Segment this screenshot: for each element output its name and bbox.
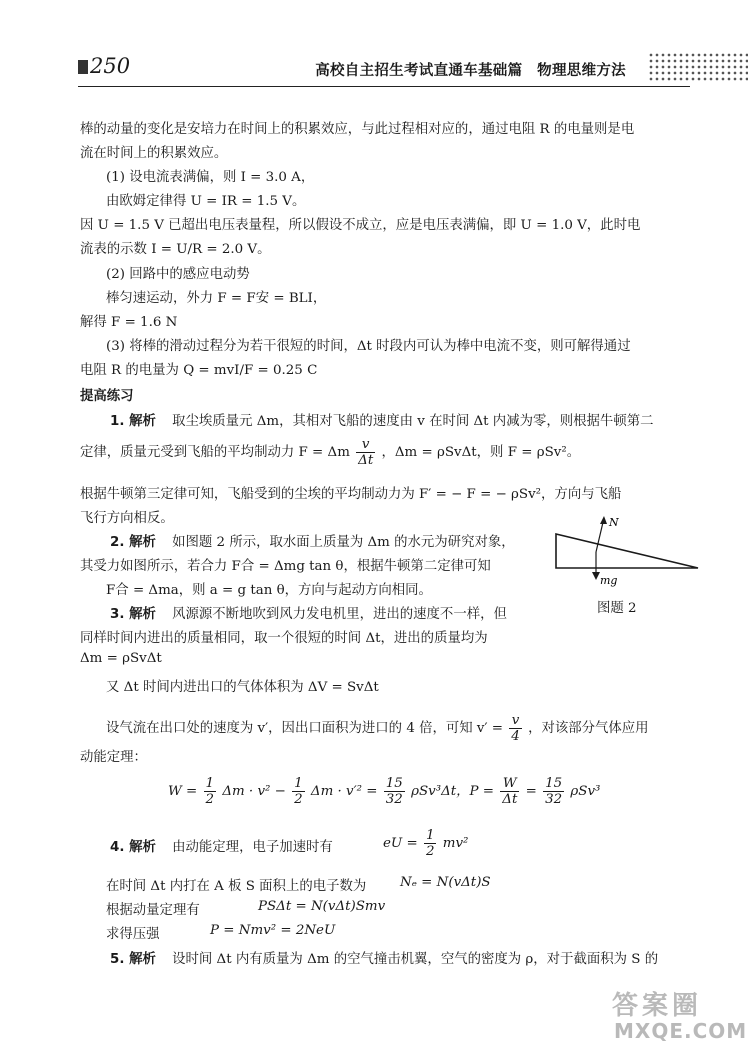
fraction-denominator: 2 — [205, 792, 215, 807]
fraction-w-over-dt — [500, 776, 519, 807]
problem-3-first-line — [110, 603, 507, 622]
momentum-equation: PSΔt = N(vΔt)Smv — [258, 899, 386, 914]
header-rule — [78, 86, 690, 87]
page-marker — [78, 60, 88, 74]
text-span: 设时间 Δt 内有质量为 Δm 的空气撞击机翼，空气的密度为 ρ，对于截面积为 S 的 — [172, 952, 659, 967]
problem-3-velocity-line — [106, 713, 649, 744]
gravity-arrowhead — [592, 572, 600, 580]
fraction-denominator: 32 — [545, 792, 563, 807]
site-watermark — [612, 985, 748, 1045]
page-number: 250 — [90, 54, 131, 78]
text-line: 由欧姆定律得 U = IR = 1.5 V。 — [106, 194, 306, 209]
fraction-numerator: 1 — [425, 828, 435, 843]
force-label-mg: mg — [600, 574, 618, 587]
eq-part: eU = — [383, 836, 418, 851]
watermark-logo-text: 答案圈 — [612, 991, 703, 1021]
problem-1-formula-line — [80, 437, 580, 468]
fraction-half — [424, 828, 437, 859]
text-line: 电阻 R 的电量为 Q = mvI/F = 0.25 C — [80, 363, 318, 378]
figure-incline-diagram — [552, 512, 702, 592]
text-span: 设气流在出口处的速度为 v′，因出口面积为进口的 4 倍，可知 v′ = — [106, 721, 503, 736]
text-span: 取尘埃质量元 Δm，其相对飞船的速度由 v 在时间 Δt 内减为零，则根据牛顿第二 — [172, 414, 654, 429]
text-line: F合 = Δma，则 a = g tan θ，方向与起动方向相同。 — [106, 583, 432, 598]
incline-triangle — [556, 534, 698, 568]
text-span: ，Δm = ρSvΔt，则 F = ρSv²。 — [381, 445, 581, 460]
text-span: 风源源不断地吹到风力发电机里，进出的速度不一样，但 — [172, 607, 507, 622]
text-line: 棒匀速运动，外力 F = F安 = BLI， — [106, 291, 327, 306]
fraction-numerator: v — [356, 437, 375, 453]
text-line: 飞行方向相反。 — [80, 511, 174, 526]
problem-label: 5. 解析 — [110, 952, 156, 967]
text-line: (1) 设电流表满偏，则 I = 3.0 A， — [106, 170, 315, 185]
text-span: 如图题 2 所示，取水面上质量为 Δm 的水元为研究对象， — [172, 535, 515, 550]
text-line: Δm = ρSvΔt — [80, 651, 162, 666]
force-label-n: N — [609, 516, 619, 529]
pressure-equation: P = Nmv² = 2NeU — [210, 923, 336, 938]
fraction-15-over-32 — [384, 776, 405, 807]
text-line: 动能定理： — [80, 750, 147, 765]
text-span: 定律，质量元受到飞船的平均制动力 F = Δm — [80, 445, 350, 460]
fraction-denominator: 4 — [511, 729, 520, 744]
fraction-numerator: 15 — [545, 776, 563, 791]
problem-label: 2. 解析 — [110, 535, 156, 550]
eq-part: W = — [168, 784, 198, 799]
electron-count-equation: Nₑ = N(vΔt)S — [400, 875, 491, 890]
text-span: ，对该部分气体应用 — [528, 721, 649, 736]
text-line: 流表的示数 I = U/R = 2.0 V。 — [80, 242, 271, 257]
text-line: 流在时间上的积累效应。 — [80, 146, 228, 161]
fraction-denominator: 2 — [294, 792, 303, 807]
problem-label: 1. 解析 — [110, 414, 156, 429]
energy-power-equation — [168, 776, 600, 807]
fraction-15-over-32 — [543, 776, 564, 807]
problem-label: 3. 解析 — [110, 607, 156, 622]
text-line: (3) 将棒的滑动过程分为若干很短的时间，Δt 时段内可认为棒中电流不变，则可解得通过 — [106, 339, 631, 354]
text-line: 解得 F = 1.6 N — [80, 315, 178, 330]
text-span: 由动能定理，电子加速时有 — [172, 840, 333, 855]
figure-caption: 图题 2 — [597, 601, 637, 616]
text-line: 棒的动量的变化是安培力在时间上的积累效应，与此过程相对应的，通过电阻 R 的电量则是电 — [80, 122, 635, 137]
watermark-url: MXQE.COM — [614, 1019, 748, 1043]
eq-part: Δm · v′² = — [310, 784, 378, 799]
text-line: (2) 回路中的感应电动势 — [106, 267, 250, 282]
fraction-v-over-dt — [356, 437, 375, 468]
fraction-denominator: Δt — [502, 792, 518, 807]
text-line: 其受力如图所示，若合力 F合 = Δmg tan θ，根据牛顿第二定律可知 — [80, 559, 491, 574]
fraction-v-over-4 — [509, 713, 522, 744]
fraction-denominator: 32 — [385, 792, 403, 807]
eq-part: ρSv³ — [570, 784, 601, 799]
page-header — [78, 50, 698, 84]
text-line: 又 Δt 时间内进出口的气体体积为 ΔV = SvΔt — [106, 680, 379, 695]
text-line: 因 U = 1.5 V 已超出电压表量程，所以假设不成立，应是电压表满偏，即 U = 1.0 V，此时电 — [80, 218, 641, 233]
fraction-numerator: v — [509, 713, 522, 729]
fraction-denominator: 2 — [425, 844, 435, 859]
fraction-numerator: 1 — [205, 776, 215, 791]
eq-part: mv² — [442, 836, 469, 851]
dot-pattern-decoration — [648, 52, 748, 82]
eq-part: = — [525, 784, 537, 799]
problem-2-first-line — [110, 531, 515, 550]
normal-force-arrowhead — [600, 516, 607, 524]
eq-part: Δm · v² − — [222, 784, 286, 799]
text-line: 求得压强 — [106, 927, 160, 942]
fraction-numerator: 15 — [385, 776, 403, 791]
problem-4-first-line — [110, 836, 333, 855]
fraction-denominator: Δt — [358, 453, 374, 468]
fraction-half — [292, 776, 305, 807]
problem-5-first-line — [110, 948, 658, 967]
fraction-numerator: W — [500, 776, 519, 792]
text-line: 同样时间内进出的质量相同，取一个很短的时间 Δt，进出的质量均为 — [80, 631, 488, 646]
section-heading: 提高练习 — [80, 389, 134, 404]
kinetic-energy-equation — [383, 828, 468, 859]
eq-part: ρSv³Δt，P = — [411, 784, 495, 799]
problem-1-first-line — [110, 410, 654, 429]
text-line: 根据动量定理有 — [106, 903, 200, 918]
fraction-half — [204, 776, 217, 807]
fraction-numerator: 1 — [294, 776, 303, 791]
text-line: 在时间 Δt 内打在 A 板 S 面积上的电子数为 — [106, 879, 367, 894]
problem-label: 4. 解析 — [110, 840, 156, 855]
running-title: 高校自主招生考试直通车基础篇 物理思维方法 — [315, 63, 626, 79]
text-line: 根据牛顿第三定律可知，飞船受到的尘埃的平均制动力为 F′ = − F = − ρSv²，方向与飞船 — [80, 487, 622, 502]
